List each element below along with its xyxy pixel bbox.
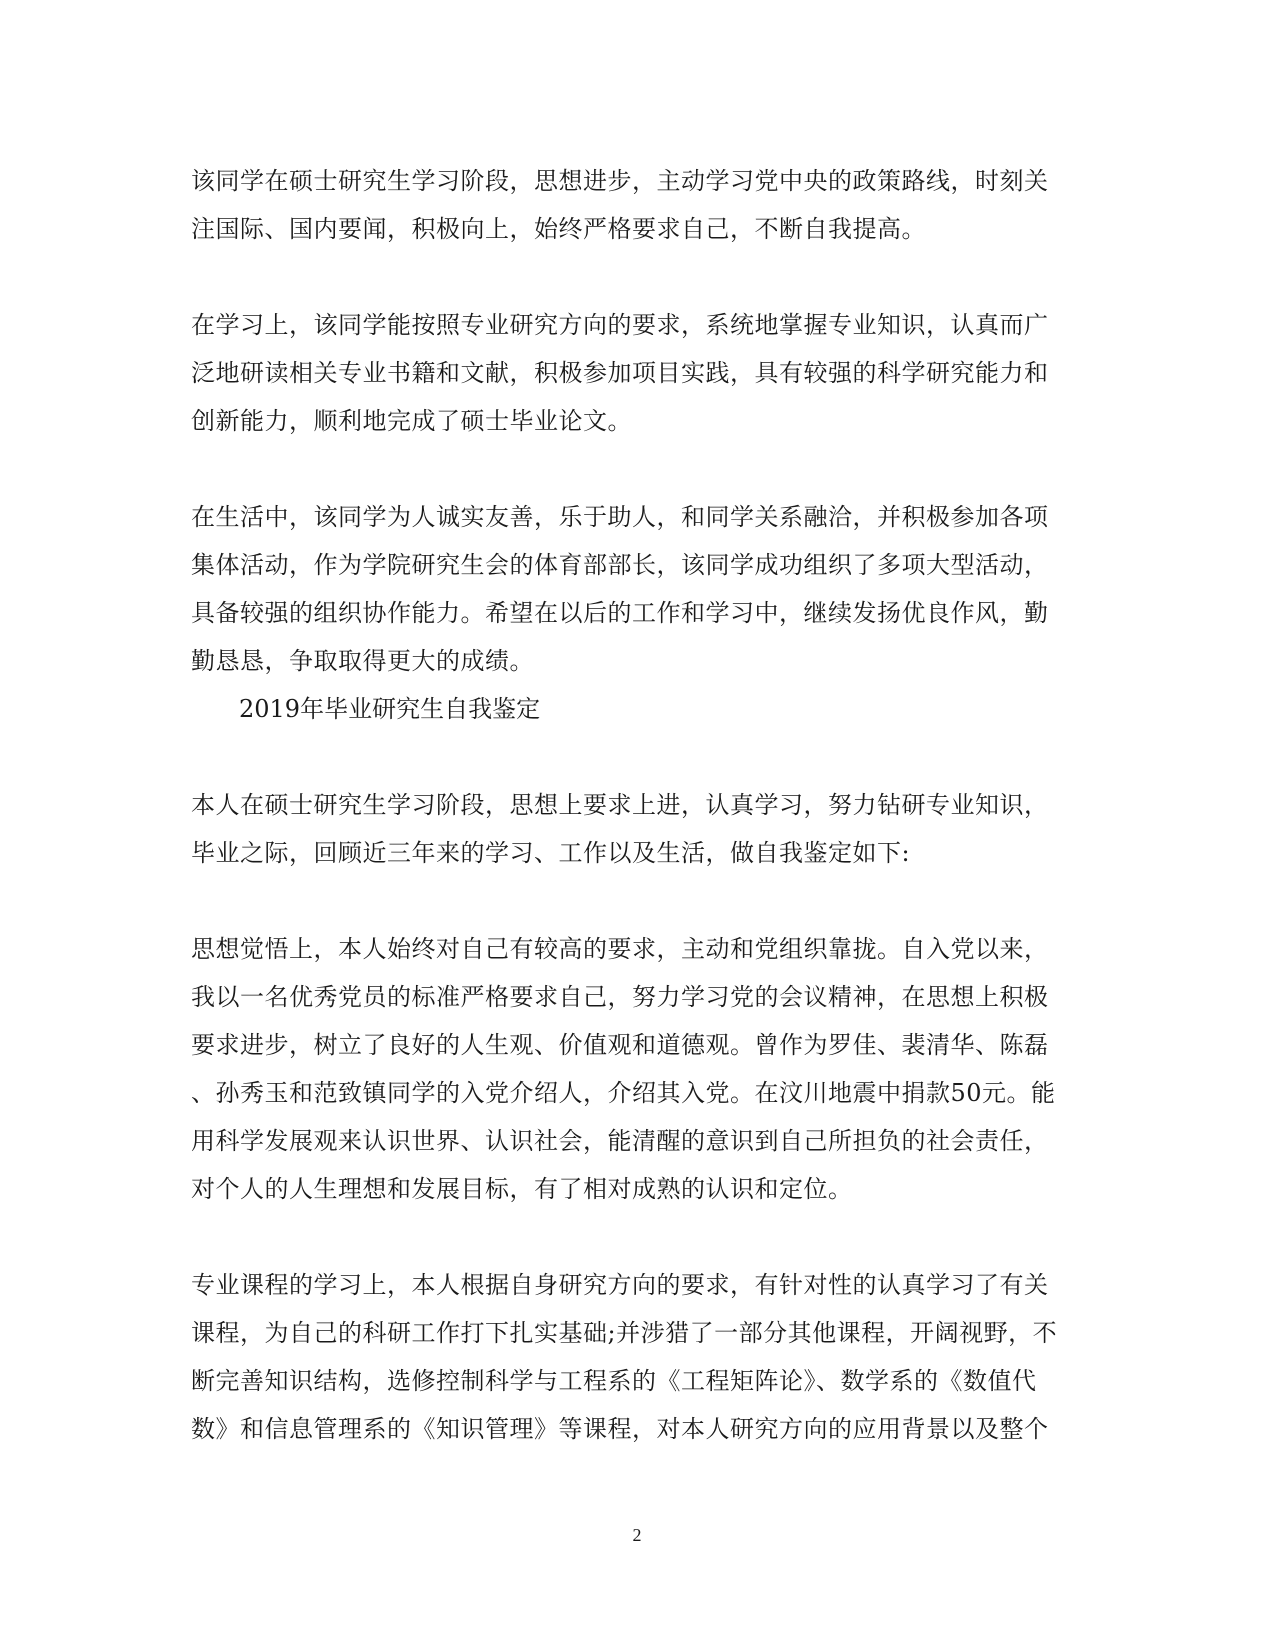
text-line: 在学习上，该同学能按照专业研究方向的要求，系统地掌握专业知识，认真而广 [191,311,1049,339]
text-line: 集体活动，作为学院研究生会的体育部部长，该同学成功组织了多项大型活动， [191,551,1049,579]
paragraph-intro [191,781,1071,877]
paragraph-life [191,493,1071,685]
text-line: 勤恳恳，争取取得更大的成绩。 [191,647,534,675]
text-line: 思想觉悟上，本人始终对自己有较高的要求，主动和党组织靠拢。自入党以来， [191,935,1049,963]
text-line: 、孙秀玉和范致镇同学的入党介绍人，介绍其入党。在汶川地震中捐款50元。能 [191,1079,1056,1107]
paragraph-spacer [191,877,1071,925]
text-line: 注国际、国内要闻，积极向上，始终严格要求自己，不断自我提高。 [191,215,926,243]
text-line: 泛地研读相关专业书籍和文献，积极参加项目实践，具有较强的科学研究能力和 [191,359,1049,387]
paragraph-ideology [191,157,1071,253]
paragraph-spacer [191,253,1071,301]
paragraph-spacer [191,1213,1071,1261]
text-line: 创新能力，顺利地完成了硕士毕业论文。 [191,407,632,435]
text-line: 在生活中，该同学为人诚实友善，乐于助人，和同学关系融洽，并积极参加各项 [191,503,1049,531]
text-line: 我以一名优秀党员的标准严格要求自己，努力学习党的会议精神，在思想上积极 [191,983,1049,1011]
text-line: 毕业之际，回顾近三年来的学习、工作以及生活，做自我鉴定如下: [191,839,911,867]
text-line: 用科学发展观来认识世界、认识社会，能清醒的意识到自己所担负的社会责任， [191,1127,1049,1155]
section-title: 2019年毕业研究生自我鉴定 [239,695,541,723]
paragraph-spacer [191,445,1071,493]
text-line: 本人在硕士研究生学习阶段，思想上要求上进，认真学习，努力钻研专业知识， [191,791,1049,819]
paragraph-political [191,925,1071,1213]
text-line: 该同学在硕士研究生学习阶段，思想进步，主动学习党中央的政策路线，时刻关 [191,167,1049,195]
paragraph-study [191,301,1071,445]
text-line: 专业课程的学习上，本人根据自身研究方向的要求，有针对性的认真学习了有关 [191,1271,1049,1299]
paragraph-spacer [191,733,1071,781]
text-line: 具备较强的组织协作能力。希望在以后的工作和学习中，继续发扬优良作风，勤 [191,599,1049,627]
text-line: 课程，为自己的科研工作打下扎实基础;并涉猎了一部分其他课程，开阔视野，不 [191,1319,1058,1347]
document-body [191,157,1071,1453]
text-line: 断完善知识结构，选修控制科学与工程系的《工程矩阵论》、数学系的《数值代 [191,1367,1037,1395]
text-line: 对个人的人生理想和发展目标，有了相对成熟的认识和定位。 [191,1175,853,1203]
text-line: 要求进步，树立了良好的人生观、价值观和道德观。曾作为罗佳、裴清华、陈磊 [191,1031,1049,1059]
text-line: 数》和信息管理系的《知识管理》等课程，对本人研究方向的应用背景以及整个 [191,1415,1049,1443]
page-number: 2 [632,1525,642,1545]
paragraph-courses [191,1261,1071,1453]
